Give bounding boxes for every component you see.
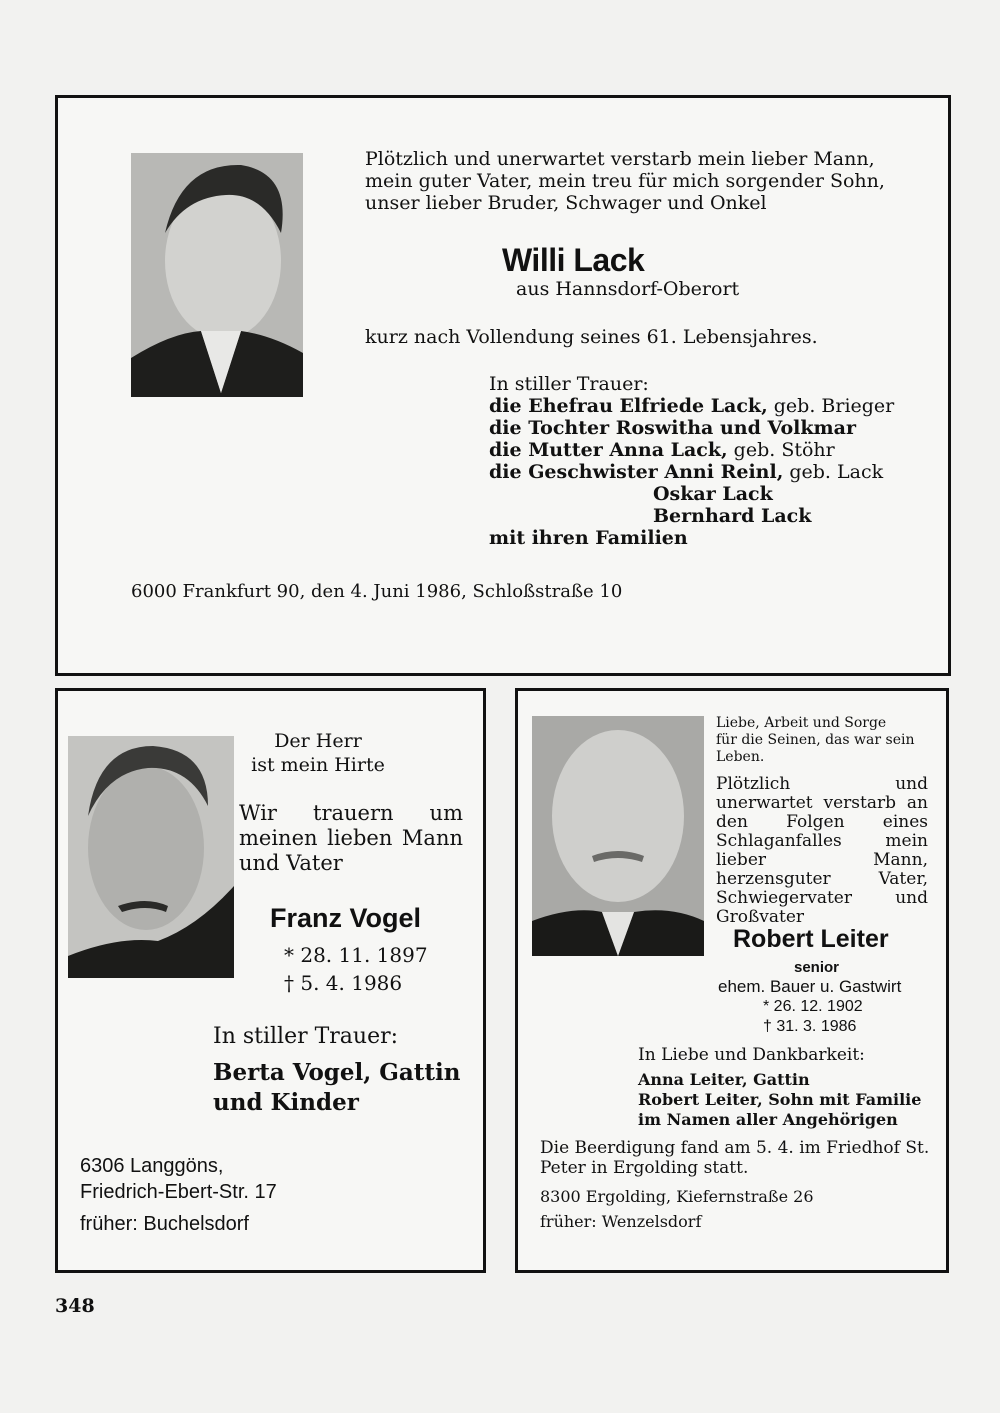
address: 8300 Ergolding, Kiefernstraße 26	[540, 1187, 814, 1206]
life-dates	[284, 941, 428, 997]
deceased-name: Franz Vogel	[270, 903, 422, 933]
portrait-photo-franz-vogel	[68, 736, 234, 978]
obituary-willi-lack	[55, 95, 951, 676]
former-residence: früher: Buchelsdorf	[80, 1213, 249, 1235]
age-line: kurz nach Vollendung seines 61. Lebensjahres.	[365, 326, 818, 348]
mourning-label: In stiller Trauer:	[213, 1024, 399, 1049]
obituary-robert-leiter	[515, 688, 949, 1273]
portrait-photo-willi-lack	[131, 153, 303, 397]
death-date: † 31. 3. 1986	[763, 1018, 857, 1035]
sibling-name: Bernhard Lack	[653, 505, 812, 527]
intro-text: Wir trauern um meinen lieben Mann und Vater	[239, 801, 463, 875]
sibling-name: Oskar Lack	[653, 483, 773, 505]
deceased-name: Willi Lack	[502, 242, 645, 278]
mourner-line: die Mutter Anna Lack, geb. Stöhr	[489, 439, 835, 461]
address-line: 6000 Frankfurt 90, den 4. Juni 1986, Schloßstraße 10	[131, 581, 623, 602]
mourners-block: Anna Leiter, Gattin Robert Leiter, Sohn mit Familie im Namen aller Angehörigen	[638, 1070, 922, 1129]
page-number: 348	[55, 1295, 95, 1317]
intro-text: Plötzlich und unerwartet verstarb an den Folgen eines Schlaganfalles mein lieber Mann, herzensguter Vater, Schwiegervater und Großvater	[716, 774, 928, 927]
mourner-line: die Tochter Roswitha und Volkmar	[489, 417, 856, 439]
motto: Der Herr ist mein Hirte	[251, 730, 385, 776]
portrait-photo-robert-leiter	[532, 716, 704, 956]
former-residence: früher: Wenzelsdorf	[540, 1212, 702, 1231]
verse: Liebe, Arbeit und Sorge für die Seinen, das war sein Leben.	[716, 715, 915, 765]
origin: aus Hannsdorf-Oberort	[516, 278, 740, 300]
mourner-line: die Ehefrau Elfriede Lack, geb. Brieger	[489, 395, 895, 417]
mourning-label: In Liebe und Dankbarkeit:	[638, 1045, 865, 1065]
deceased-name: Robert Leiter	[733, 925, 889, 953]
mourners-block: Berta Vogel, Gattin und Kinder	[213, 1059, 461, 1116]
mourner-line: die Geschwister Anni Reinl, geb. Lack	[489, 461, 884, 483]
obituary-franz-vogel	[55, 688, 486, 1273]
name-suffix: senior	[794, 959, 840, 976]
birth-date: * 28. 11. 1897	[284, 943, 428, 967]
death-date: † 5. 4. 1986	[284, 971, 403, 995]
intro-text: Plötzlich und unerwartet verstarb mein lieber Mann, mein guter Vater, mein treu für mich sorgender Sohn, unser lieber Bruder, Schwager und Onkel	[365, 148, 885, 214]
life-dates	[763, 997, 863, 1037]
mourners-block	[489, 373, 894, 549]
occupation: ehem. Bauer u. Gastwirt	[718, 977, 902, 996]
birth-date: * 26. 12. 1902	[763, 998, 863, 1015]
families-line: mit ihren Familien	[489, 527, 688, 549]
address: 6306 Langgöns, Friedrich-Ebert-Str. 17	[80, 1155, 277, 1203]
funeral-note: Die Beerdigung fand am 5. 4. im Friedhof St. Peter in Ergolding statt.	[540, 1138, 930, 1178]
mourning-label: In stiller Trauer:	[489, 373, 649, 395]
